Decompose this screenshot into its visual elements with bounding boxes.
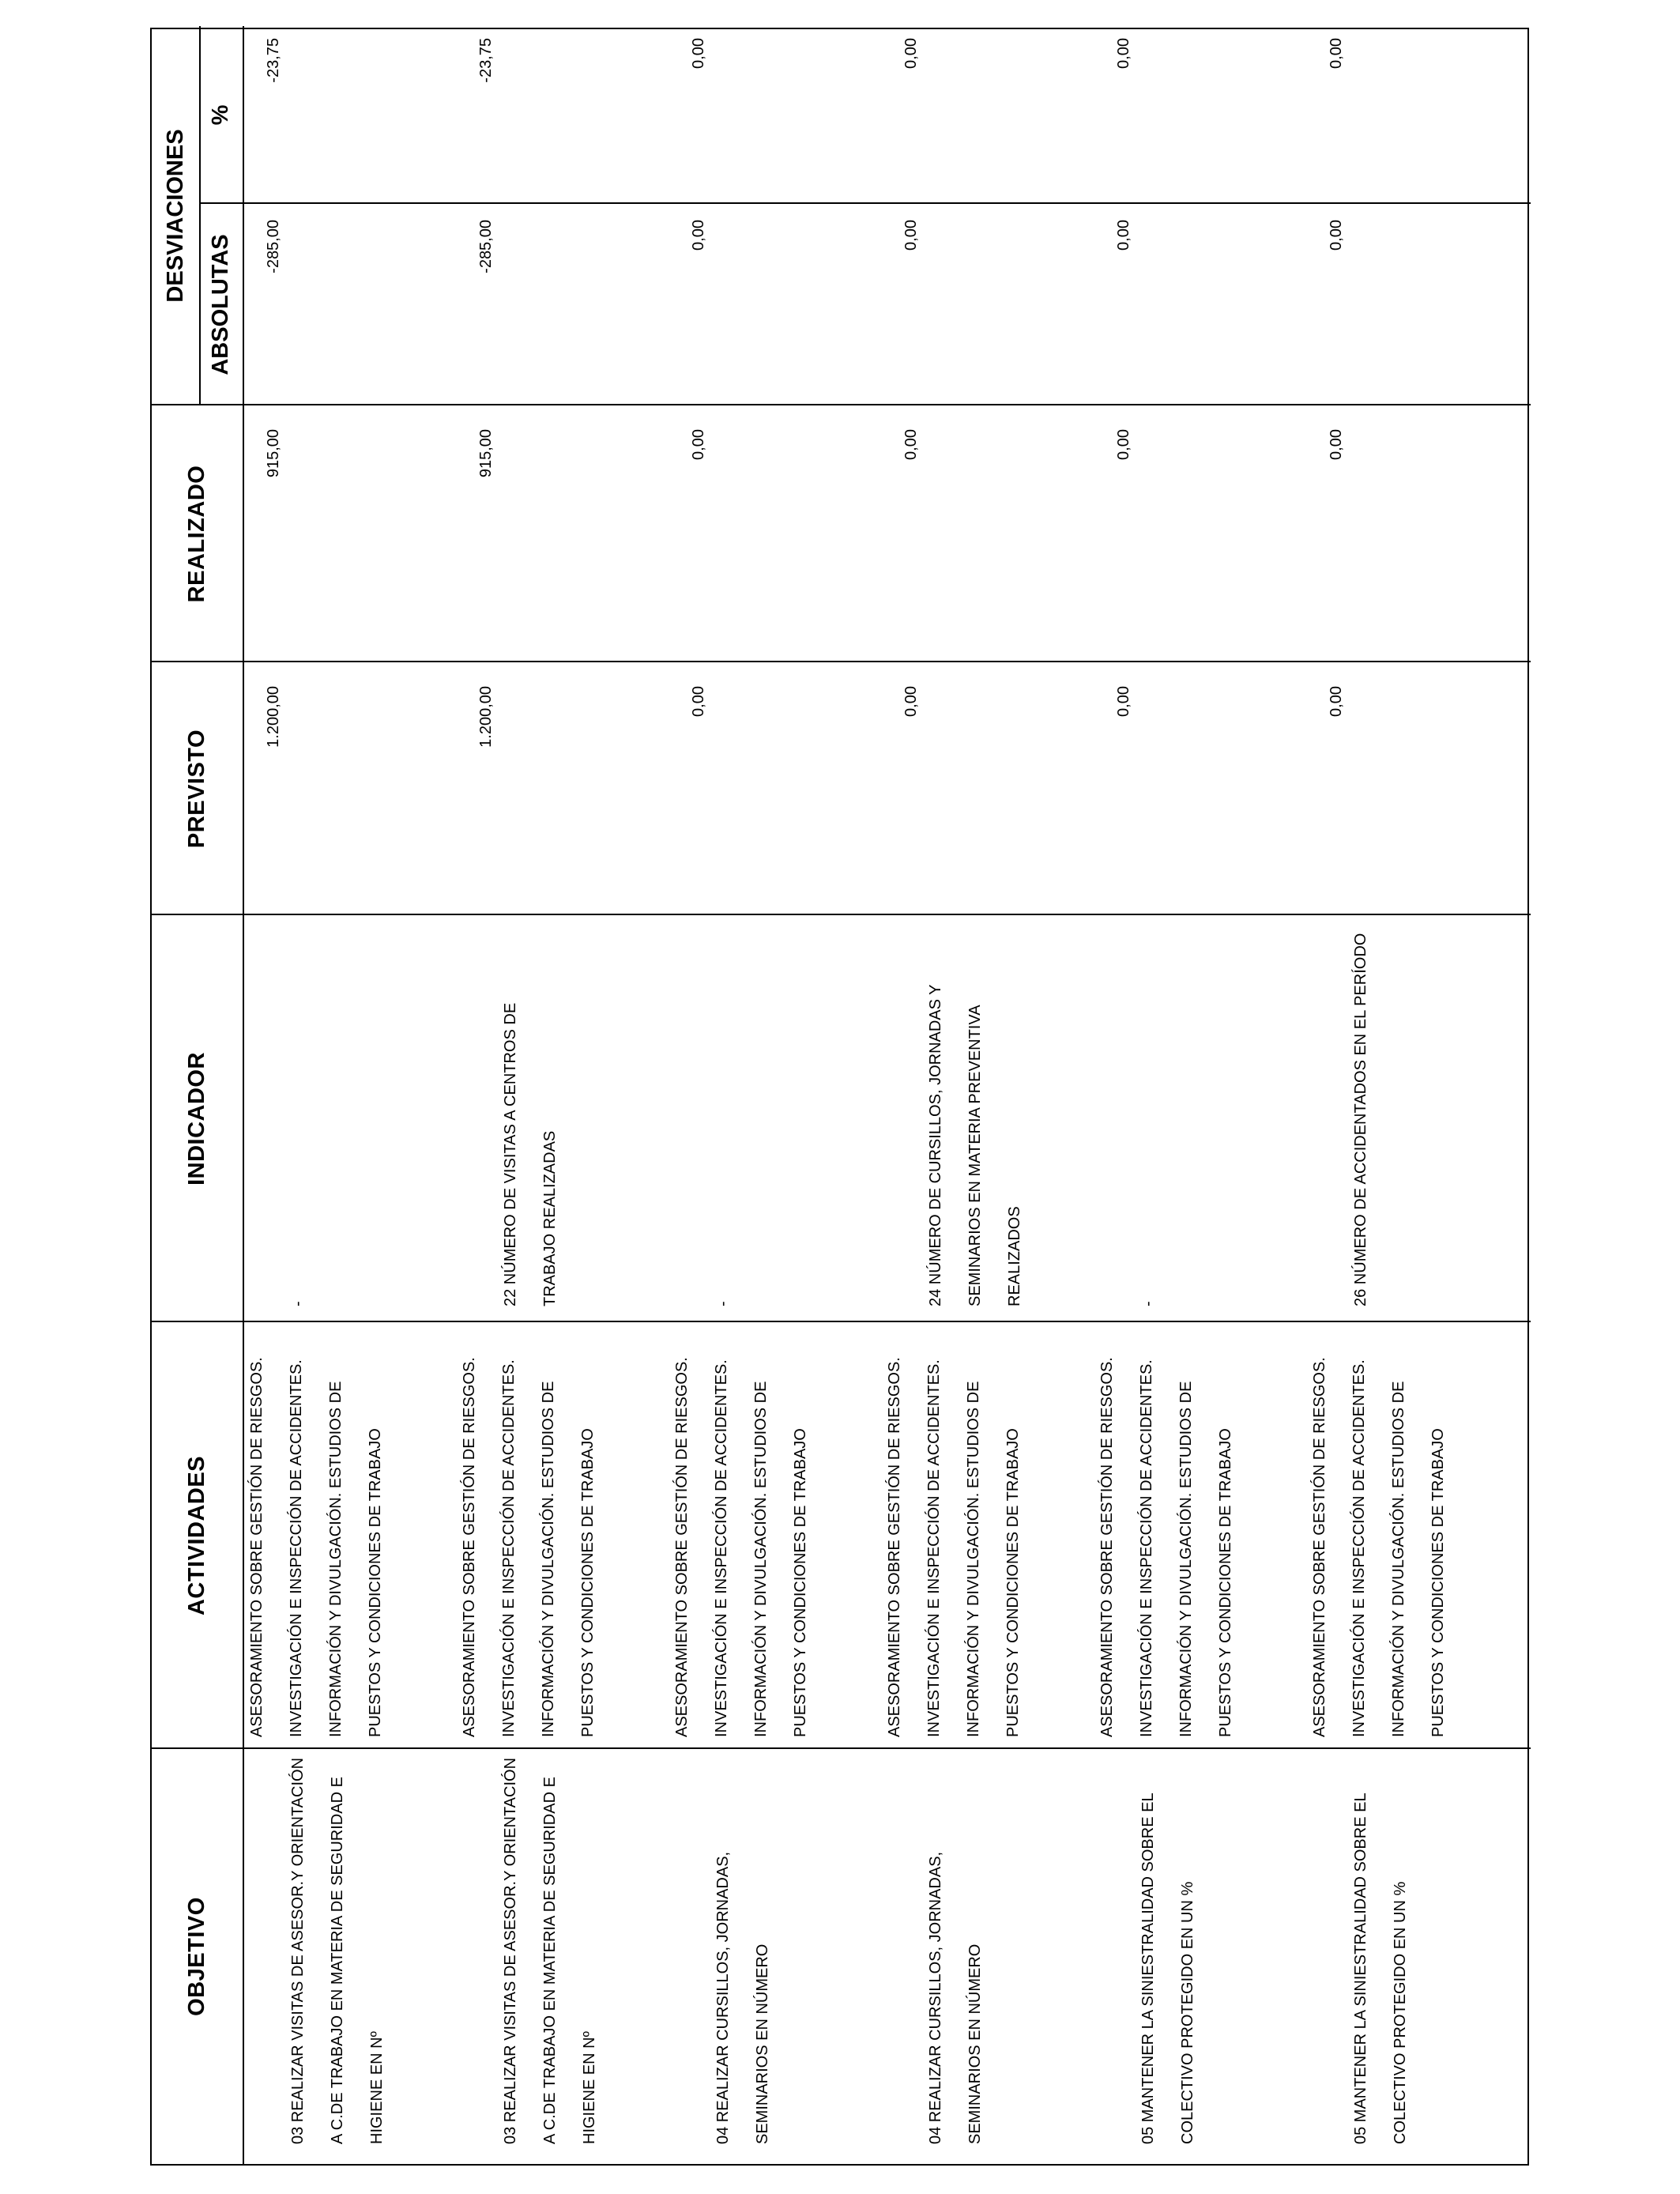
porcentaje-cell: 0,00 bbox=[1115, 38, 1132, 69]
absolutas-cell: 0,00 bbox=[1115, 220, 1132, 251]
realizado-cell: 0,00 bbox=[902, 429, 920, 460]
actividades-cell: ASESORAMIENTO SOBRE GESTIÓN DE RIESGOS. INVESTIGACIÓN E INSPECCIÓN DE ACCIDENTES. INFORMACIÓN Y DIVULGACIÓN. ESTUDIOS DE PUESTOS Y CONDICIONES DE TRABAJO bbox=[461, 1357, 597, 1737]
actividades-cell: ASESORAMIENTO SOBRE GESTIÓN DE RIESGOS. INVESTIGACIÓN E INSPECCIÓN DE ACCIDENTES. INFORMACIÓN Y DIVULGACIÓN. ESTUDIOS DE PUESTOS Y CONDICIONES DE TRABAJO bbox=[886, 1357, 1022, 1737]
header-previsto: PREVISTO bbox=[184, 729, 209, 849]
document-page bbox=[150, 28, 1529, 2166]
previsto-cell: 0,00 bbox=[902, 686, 920, 717]
indicador-cell: - bbox=[289, 1301, 307, 1306]
porcentaje-cell: 0,00 bbox=[902, 38, 920, 69]
objetivo-cell: 03 REALIZAR VISITAS DE ASESOR.Y ORIENTACIÓN A C.DE TRABAJO EN MATERIA DE SEGURIDAD E HIGIENE EN Nº bbox=[502, 1757, 598, 2144]
realizado-cell: 915,00 bbox=[477, 429, 495, 478]
porcentaje-cell: 0,00 bbox=[690, 38, 707, 69]
table-row bbox=[886, 26, 1106, 2164]
header-porcentaje: % bbox=[208, 104, 233, 126]
previsto-cell: 1.200,00 bbox=[477, 686, 495, 748]
realizado-cell: 915,00 bbox=[265, 429, 282, 478]
absolutas-cell: -285,00 bbox=[265, 220, 282, 273]
header-objetivo: OBJETIVO bbox=[184, 1897, 209, 2016]
table-row bbox=[461, 26, 680, 2164]
realizado-cell: 0,00 bbox=[690, 429, 707, 460]
absolutas-cell: -285,00 bbox=[477, 220, 495, 273]
objetivo-cell: 04 REALIZAR CURSILLOS, JORNADAS, SEMINARIOS EN NÚMERO bbox=[714, 1851, 771, 2144]
actividades-cell: ASESORAMIENTO SOBRE GESTIÓN DE RIESGOS. INVESTIGACIÓN E INSPECCIÓN DE ACCIDENTES. INFORMACIÓN Y DIVULGACIÓN. ESTUDIOS DE PUESTOS Y CONDICIONES DE TRABAJO bbox=[673, 1357, 809, 1737]
indicador-cell: 22 NÚMERO DE VISITAS A CENTROS DE TRABAJO REALIZADAS bbox=[502, 1002, 559, 1306]
table-row bbox=[248, 26, 468, 2164]
header-divider bbox=[243, 26, 244, 2164]
realizado-cell: 0,00 bbox=[1115, 429, 1132, 460]
absolutas-cell: 0,00 bbox=[1328, 220, 1345, 251]
previsto-cell: 1.200,00 bbox=[265, 686, 282, 748]
absolutas-cell: 0,00 bbox=[690, 220, 707, 251]
realizado-cell: 0,00 bbox=[1328, 429, 1345, 460]
header-absolutas: ABSOLUTAS bbox=[208, 234, 233, 375]
desviaciones-divider bbox=[199, 26, 201, 405]
objetivo-cell: 03 REALIZAR VISITAS DE ASESOR.Y ORIENTACIÓN A C.DE TRABAJO EN MATERIA DE SEGURIDAD E HIGIENE EN Nº bbox=[289, 1757, 386, 2144]
table-row bbox=[1311, 26, 1531, 2164]
header-realizado: REALIZADO bbox=[184, 465, 209, 603]
table-row bbox=[673, 26, 893, 2164]
indicador-cell: - bbox=[714, 1301, 732, 1306]
actividades-cell: ASESORAMIENTO SOBRE GESTIÓN DE RIESGOS. INVESTIGACIÓN E INSPECCIÓN DE ACCIDENTES. INFORMACIÓN Y DIVULGACIÓN. ESTUDIOS DE PUESTOS Y CONDICIONES DE TRABAJO bbox=[1311, 1357, 1447, 1737]
previsto-cell: 0,00 bbox=[1115, 686, 1132, 717]
previsto-cell: 0,00 bbox=[690, 686, 707, 717]
previsto-cell: 0,00 bbox=[1328, 686, 1345, 717]
header-indicador: INDICADOR bbox=[184, 1052, 209, 1186]
actividades-cell: ASESORAMIENTO SOBRE GESTIÓN DE RIESGOS. INVESTIGACIÓN E INSPECCIÓN DE ACCIDENTES. INFORMACIÓN Y DIVULGACIÓN. ESTUDIOS DE PUESTOS Y CONDICIONES DE TRABAJO bbox=[248, 1357, 384, 1737]
objetivo-cell: 05 MANTENER LA SINIESTRALIDAD SOBRE EL COLECTIVO PROTEGIDO EN UN % bbox=[1352, 1793, 1409, 2144]
header-desviaciones: DESVIACIONES bbox=[162, 129, 188, 303]
indicador-cell: 26 NÚMERO DE ACCIDENTADOS EN EL PERÍODO bbox=[1352, 933, 1369, 1306]
objetivo-cell: 05 MANTENER LA SINIESTRALIDAD SOBRE EL COLECTIVO PROTEGIDO EN UN % bbox=[1139, 1793, 1196, 2144]
report-table bbox=[150, 28, 1529, 2166]
objetivo-cell: 04 REALIZAR CURSILLOS, JORNADAS, SEMINARIOS EN NÚMERO bbox=[927, 1851, 984, 2144]
header-actividades: ACTIVIDADES bbox=[184, 1455, 209, 1616]
indicador-cell: - bbox=[1139, 1301, 1157, 1306]
porcentaje-cell: -23,75 bbox=[477, 38, 495, 83]
absolutas-cell: 0,00 bbox=[902, 220, 920, 251]
porcentaje-cell: 0,00 bbox=[1328, 38, 1345, 69]
indicador-cell: 24 NÚMERO DE CURSILLOS, JORNADAS Y SEMINARIOS EN MATERIA PREVENTIVA REALIZADOS bbox=[927, 984, 1023, 1306]
porcentaje-cell: -23,75 bbox=[265, 38, 282, 83]
table-row bbox=[1098, 26, 1318, 2164]
actividades-cell: ASESORAMIENTO SOBRE GESTIÓN DE RIESGOS. INVESTIGACIÓN E INSPECCIÓN DE ACCIDENTES. INFORMACIÓN Y DIVULGACIÓN. ESTUDIOS DE PUESTOS Y CONDICIONES DE TRABAJO bbox=[1098, 1357, 1234, 1737]
